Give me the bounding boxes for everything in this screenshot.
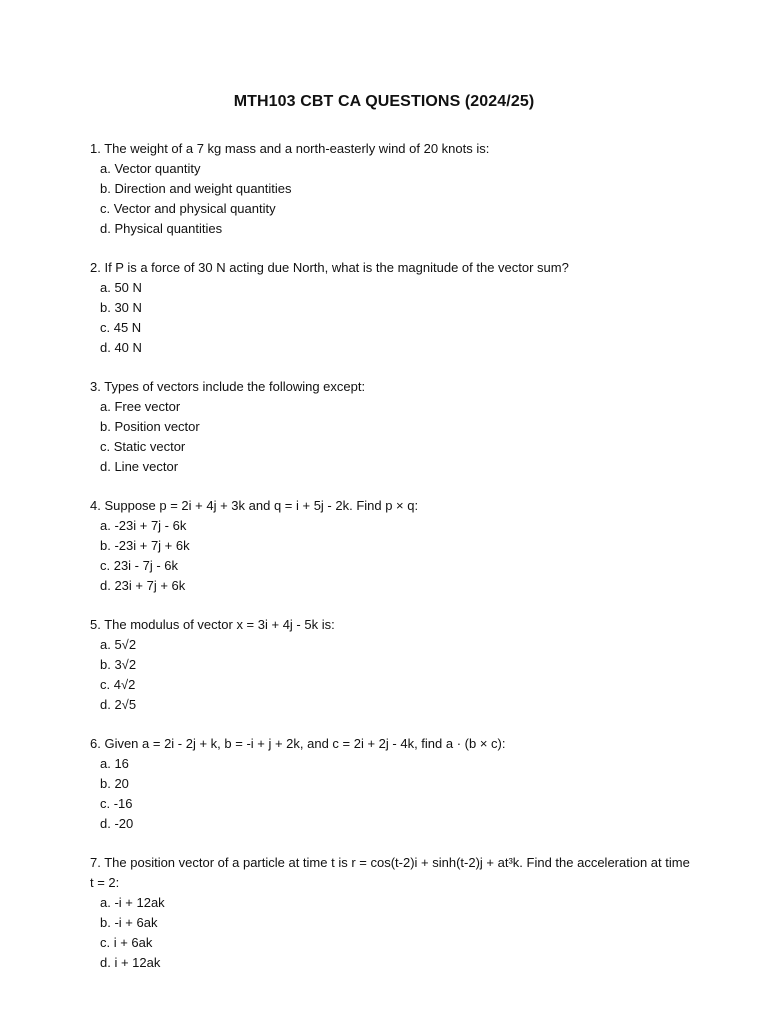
question-stem: 4. Suppose p = 2i + 4j + 3k and q = i + 5j - 2k. Find p × q: (90, 498, 419, 513)
question-stem: 6. Given a = 2i - 2j + k, b = -i + j + 2k, and c = 2i + 2j - 4k, find a · (b × c): (90, 736, 506, 751)
page-title: MTH103 CBT CA QUESTIONS (2024/25) (233, 93, 535, 110)
question-list (90, 139, 690, 992)
option-list (90, 893, 690, 973)
option-a: a. -i + 12ak (100, 895, 165, 910)
question-3 (90, 377, 690, 477)
option-b: b. Position vector (100, 419, 200, 434)
question-stem: 7. The position vector of a particle at time t is r = cos(t-2)i + sinh(t-2)j + at³k. Find the acceleration at time t = 2: (90, 855, 690, 890)
option-d: d. Physical quantities (100, 221, 223, 236)
option-b: b. -i + 6ak (100, 915, 158, 930)
option-d: d. i + 12ak (100, 955, 161, 970)
option-b: b. 20 (100, 776, 129, 791)
option-a: a. 50 N (100, 280, 142, 295)
question-stem: 2. If P is a force of 30 N acting due North, what is the magnitude of the vector sum? (90, 260, 569, 275)
question-1 (90, 139, 690, 239)
question-stem: 5. The modulus of vector x = 3i + 4j - 5k is: (90, 617, 335, 632)
option-b: b. Direction and weight quantities (100, 181, 292, 196)
option-d: d. -20 (100, 816, 134, 831)
option-a: a. Vector quantity (100, 161, 201, 176)
option-list (90, 754, 690, 834)
option-d: d. Line vector (100, 459, 179, 474)
option-c: c. i + 6ak (100, 935, 153, 950)
question-stem: 1. The weight of a 7 kg mass and a north-easterly wind of 20 knots is: (90, 141, 490, 156)
option-list (90, 159, 690, 239)
option-b: b. 30 N (100, 300, 142, 315)
option-list (90, 516, 690, 596)
question-4 (90, 496, 690, 596)
question-2 (90, 258, 690, 358)
option-a: a. 5√2 (100, 637, 137, 652)
option-d: d. 23i + 7j + 6k (100, 578, 186, 593)
option-b: b. 3√2 (100, 657, 137, 672)
option-c: c. Vector and physical quantity (100, 201, 276, 216)
option-list (90, 278, 690, 358)
option-c: c. 23i - 7j - 6k (100, 558, 179, 573)
option-list (90, 397, 690, 477)
question-stem: 3. Types of vectors include the following except: (90, 379, 366, 394)
option-list (90, 635, 690, 715)
question-6 (90, 734, 690, 834)
option-c: c. 4√2 (100, 677, 136, 692)
option-b: b. -23i + 7j + 6k (100, 538, 190, 553)
option-c: c. -16 (100, 796, 133, 811)
option-c: c. 45 N (100, 320, 142, 335)
question-7 (90, 853, 690, 973)
option-a: a. -23i + 7j - 6k (100, 518, 187, 533)
option-a: a. 16 (100, 756, 129, 771)
option-d: d. 2√5 (100, 697, 137, 712)
option-d: d. 40 N (100, 340, 142, 355)
option-c: c. Static vector (100, 439, 186, 454)
option-a: a. Free vector (100, 399, 181, 414)
question-5 (90, 615, 690, 715)
